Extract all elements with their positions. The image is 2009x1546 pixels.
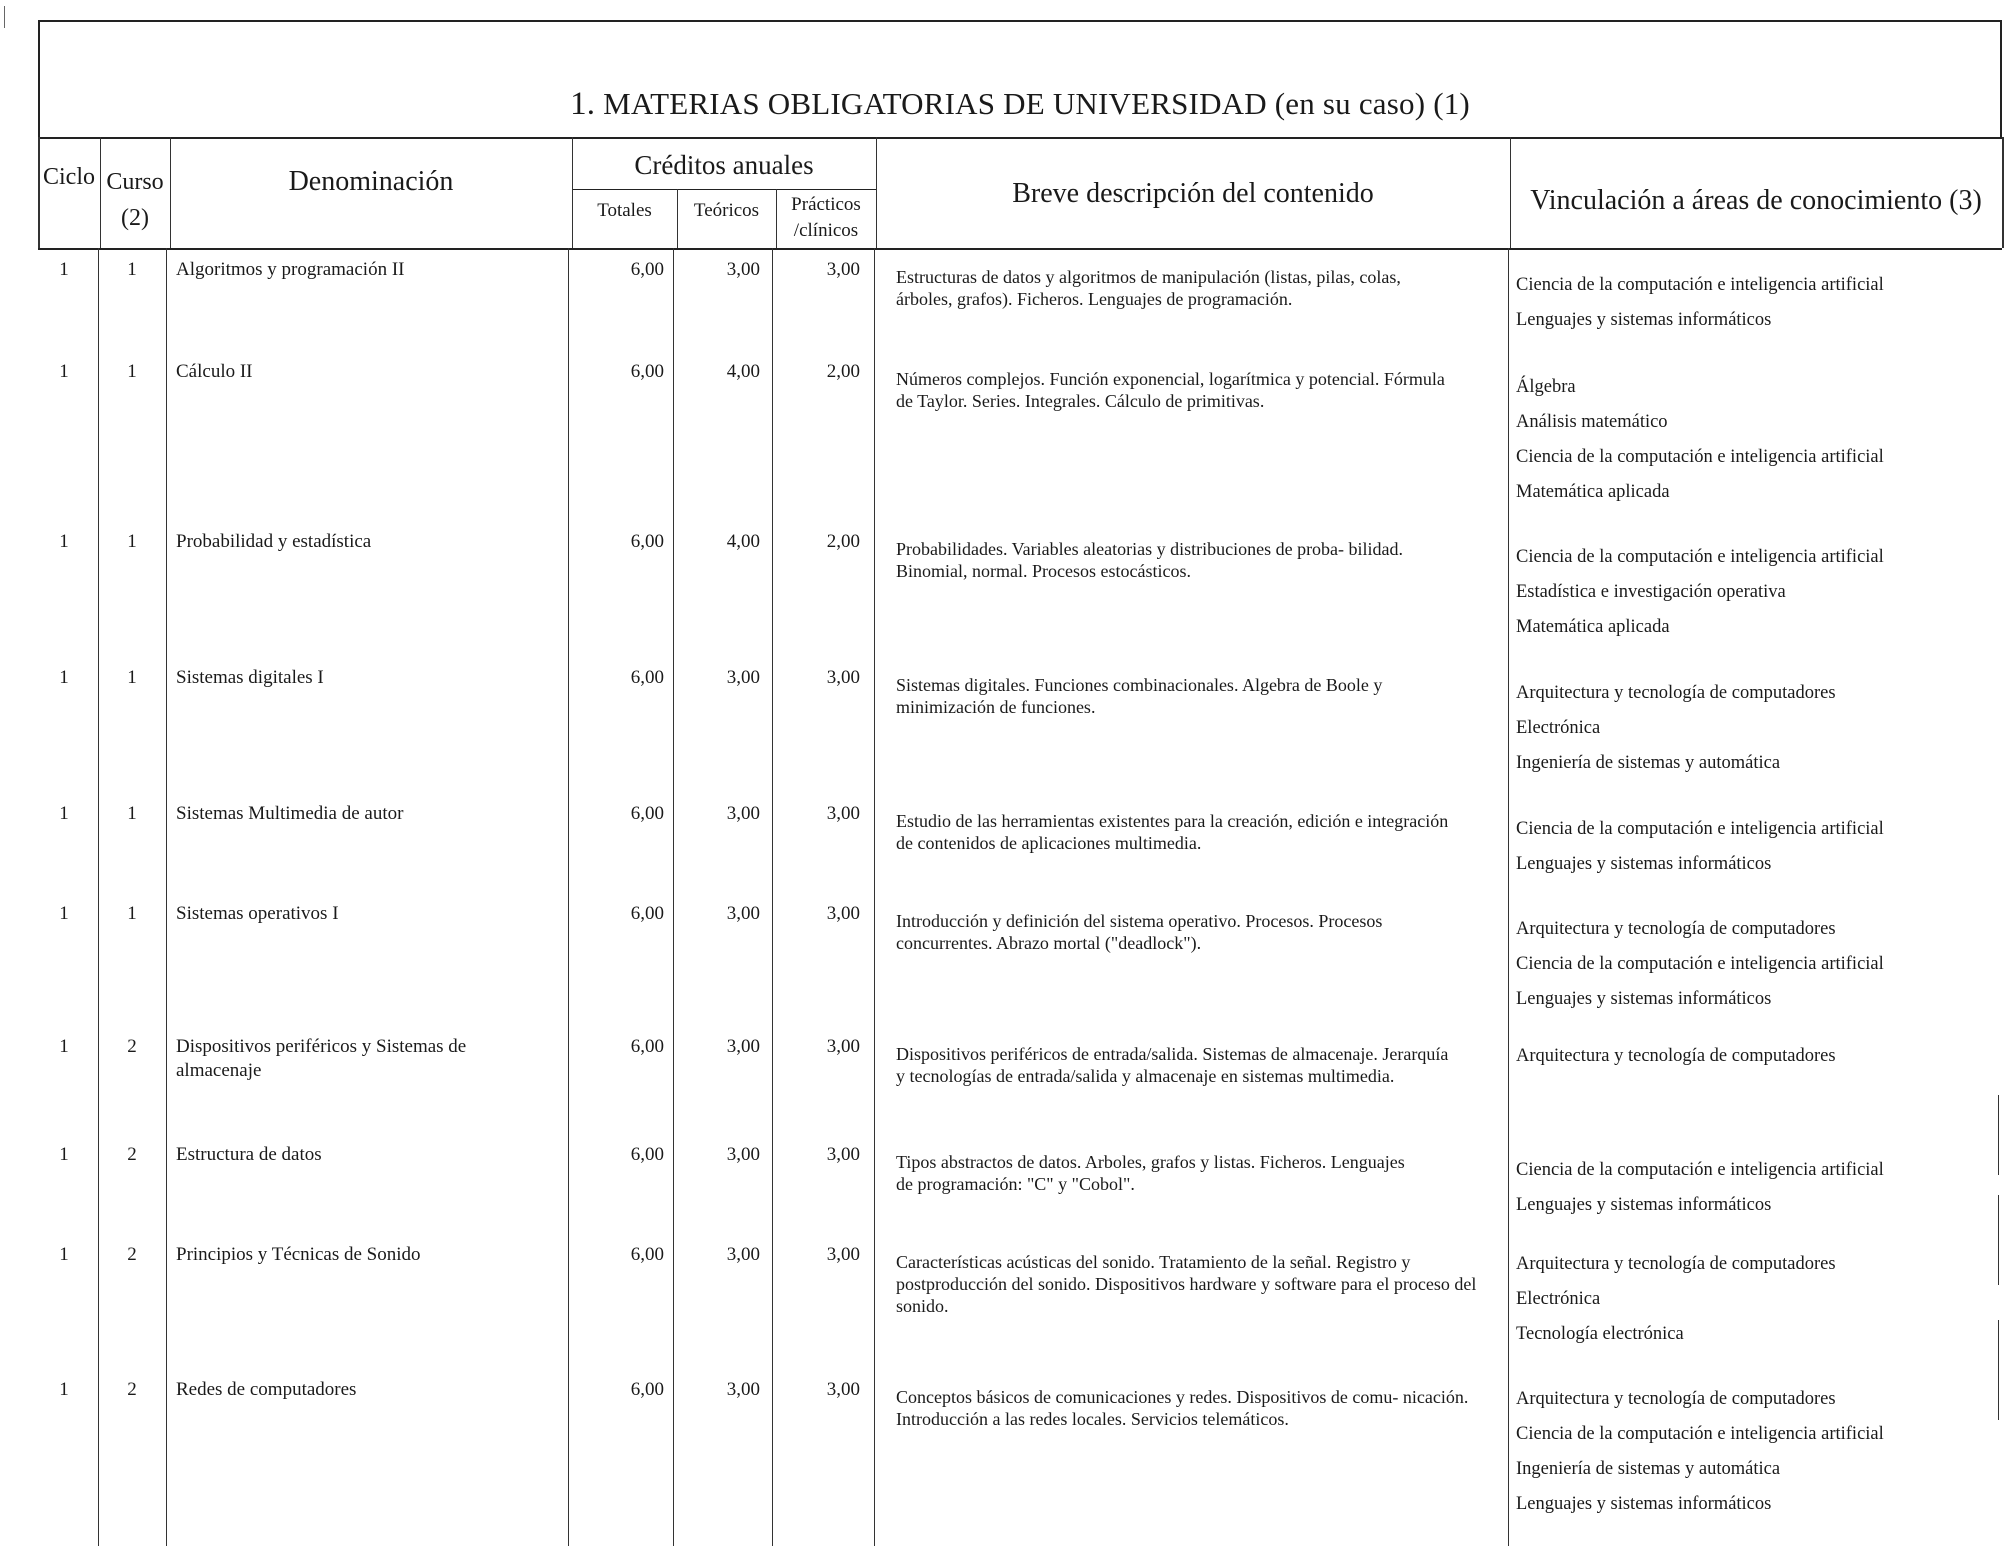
- cell-descripcion: Características acústicas del sonido. Tratamiento de la señal. Registro y postproducción del sonido. Dispositivos hardware y software para el proceso del sonido.: [896, 1252, 1477, 1316]
- cell-denominacion: Sistemas digitales I: [176, 667, 324, 688]
- cell-curso: 2: [127, 1144, 137, 1165]
- cell-practicos: 3,00: [826, 1144, 860, 1165]
- cell-teoricos: 3,00: [726, 903, 760, 924]
- cell-denominacion: Algoritmos y programación II: [176, 259, 405, 280]
- area-item: Tecnología electrónica: [1516, 1324, 1684, 1344]
- cell-curso: 1: [127, 903, 137, 924]
- margin-mark: [4, 6, 5, 28]
- cell-totales: 6,00: [630, 1244, 664, 1265]
- cell-totales: 6,00: [630, 361, 664, 382]
- header-vinculacion: Vinculación a áreas de conocimiento (3): [1530, 185, 1982, 216]
- cell-denominacion: Redes de computadores: [176, 1379, 357, 1400]
- cell-totales: 6,00: [630, 531, 664, 552]
- cell-totales: 6,00: [630, 1379, 664, 1400]
- cell-ciclo: 1: [59, 667, 69, 688]
- cell-teoricos: 3,00: [726, 1144, 760, 1165]
- cell-totales: 6,00: [630, 903, 664, 924]
- cell-practicos: 2,00: [826, 361, 860, 382]
- header-curso: Curso (2): [106, 169, 164, 231]
- cell-areas: [1516, 540, 1986, 645]
- cell-descripcion: Introducción y definición del sistema operativo. Procesos. Procesos concurrentes. Abrazo mortal ("deadlock").: [896, 911, 1383, 953]
- cell-curso: 1: [127, 259, 137, 280]
- cell-areas: [1516, 812, 1986, 882]
- cell-ciclo: 1: [59, 531, 69, 552]
- cell-curso: 2: [127, 1379, 137, 1400]
- cell-descripcion: Tipos abstractos de datos. Arboles, grafos y listas. Ficheros. Lenguajes de programación: "C" y "Cobol".: [896, 1152, 1405, 1194]
- header-totales: Totales: [597, 200, 652, 221]
- cell-ciclo: 1: [59, 1379, 69, 1400]
- area-item: Arquitectura y tecnología de computadores: [1516, 683, 1836, 703]
- body-rule-descripcion: [874, 248, 875, 1546]
- area-item: Ciencia de la computación e inteligencia artificial: [1516, 1424, 1884, 1444]
- cell-denominacion: Sistemas Multimedia de autor: [176, 803, 404, 824]
- cell-curso: 1: [127, 803, 137, 824]
- cell-practicos: 3,00: [826, 259, 860, 280]
- body-rule-totales: [568, 248, 569, 1546]
- cell-denominacion: Principios y Técnicas de Sonido: [176, 1244, 421, 1265]
- cell-denominacion: Probabilidad y estadística: [176, 531, 372, 552]
- cell-ciclo: 1: [59, 1036, 69, 1057]
- area-item: Ciencia de la computación e inteligencia artificial: [1516, 447, 1884, 467]
- area-item: Arquitectura y tecnología de computadores: [1516, 1254, 1836, 1274]
- cell-areas: [1516, 1247, 1986, 1352]
- cell-denominacion: Cálculo II: [176, 361, 253, 382]
- area-item: Lenguajes y sistemas informáticos: [1516, 1195, 1772, 1215]
- cell-ciclo: 1: [59, 903, 69, 924]
- header-bottom-rule: [38, 248, 2002, 250]
- body-rule-curso: [98, 248, 99, 1546]
- cell-ciclo: 1: [59, 1144, 69, 1165]
- cell-teoricos: 3,00: [726, 259, 760, 280]
- cell-areas: [1516, 1153, 1986, 1223]
- body-rule-denominacion: [166, 248, 167, 1546]
- area-item: Lenguajes y sistemas informáticos: [1516, 989, 1772, 1009]
- cell-denominacion: Dispositivos periféricos y Sistemas de almacenaje: [176, 1036, 467, 1081]
- header-ciclo: Ciclo: [43, 164, 95, 190]
- cell-areas: [1516, 912, 1986, 1017]
- cell-practicos: 3,00: [826, 903, 860, 924]
- cell-areas: [1516, 676, 1986, 781]
- cell-descripcion: Estructuras de datos y algoritmos de manipulación (listas, pilas, colas, árboles, grafos). Ficheros. Lenguajes de programación.: [896, 267, 1401, 309]
- header-practicos: Prácticos /clínicos: [791, 194, 861, 241]
- cell-denominacion: Estructura de datos: [176, 1144, 322, 1165]
- cell-totales: 6,00: [630, 803, 664, 824]
- cell-practicos: 3,00: [826, 1379, 860, 1400]
- header-denominacion: Denominación: [288, 166, 454, 197]
- area-item: Matemática aplicada: [1516, 482, 1670, 502]
- body-rule-right-fragment: [1998, 1320, 1999, 1420]
- area-item: Ciencia de la computación e inteligencia artificial: [1516, 1160, 1884, 1180]
- body-rule-right-fragment: [1998, 1195, 1999, 1285]
- cell-totales: 6,00: [630, 667, 664, 688]
- cell-practicos: 3,00: [826, 1244, 860, 1265]
- area-item: Arquitectura y tecnología de computadores: [1516, 1389, 1836, 1409]
- cell-practicos: 3,00: [826, 803, 860, 824]
- title-box: [38, 20, 2002, 138]
- area-item: Electrónica: [1516, 1289, 1601, 1309]
- page-title: [40, 86, 2000, 123]
- cell-ciclo: 1: [59, 803, 69, 824]
- cell-areas: [1516, 370, 1986, 510]
- header-teoricos: Teóricos: [693, 200, 760, 221]
- area-item: Ingeniería de sistemas y automática: [1516, 753, 1781, 773]
- cell-teoricos: 3,00: [726, 1244, 760, 1265]
- area-item: Arquitectura y tecnología de computadores: [1516, 919, 1836, 939]
- area-item: Ciencia de la computación e inteligencia artificial: [1516, 819, 1884, 839]
- cell-areas: [1516, 1039, 1986, 1074]
- cell-denominacion: Sistemas operativos I: [176, 903, 339, 924]
- col-rule-left: [38, 137, 40, 248]
- cell-practicos: 3,00: [826, 1036, 860, 1057]
- body-rule-teoricos: [673, 248, 674, 1546]
- title-number: 1.: [570, 86, 596, 122]
- cell-areas: [1516, 1382, 1986, 1522]
- body-rule-right-fragment: [1998, 1095, 1999, 1175]
- cell-areas: [1516, 268, 1986, 338]
- cell-descripcion: Números complejos. Función exponencial, logarítmica y potencial. Fórmula de Taylor. Series. Integrales. Cálculo de primitivas.: [896, 369, 1445, 411]
- area-item: Lenguajes y sistemas informáticos: [1516, 1494, 1772, 1514]
- area-item: Ciencia de la computación e inteligencia artificial: [1516, 275, 1884, 295]
- creditos-subheader-rule: [572, 189, 876, 190]
- cell-teoricos: 4,00: [726, 531, 760, 552]
- cell-teoricos: 4,00: [726, 361, 760, 382]
- cell-totales: 6,00: [630, 1144, 664, 1165]
- header-descripcion: Breve descripción del contenido: [1012, 178, 1374, 209]
- cell-ciclo: 1: [59, 1244, 69, 1265]
- cell-descripcion: Dispositivos periféricos de entrada/salida. Sistemas de almacenaje. Jerarquía y tecnologías de entrada/salida y almacenaje en sistemas multimedia.: [896, 1044, 1449, 1086]
- cell-ciclo: 1: [59, 259, 69, 280]
- cell-curso: 2: [127, 1036, 137, 1057]
- cell-practicos: 3,00: [826, 667, 860, 688]
- cell-curso: 2: [127, 1244, 137, 1265]
- cell-teoricos: 3,00: [726, 667, 760, 688]
- cell-descripcion: Estudio de las herramientas existentes para la creación, edición e integración de contenidos de aplicaciones multimedia.: [896, 811, 1449, 853]
- cell-descripcion: Sistemas digitales. Funciones combinacionales. Algebra de Boole y minimización de funciones.: [896, 675, 1383, 717]
- cell-curso: 1: [127, 667, 137, 688]
- cell-curso: 1: [127, 361, 137, 382]
- area-item: Álgebra: [1516, 377, 1576, 397]
- area-item: Matemática aplicada: [1516, 617, 1670, 637]
- area-item: Estadística e investigación operativa: [1516, 582, 1786, 602]
- cell-ciclo: 1: [59, 361, 69, 382]
- area-item: Lenguajes y sistemas informáticos: [1516, 854, 1772, 874]
- body-rule-practicos: [772, 248, 773, 1546]
- col-rule-right: [2002, 137, 2004, 248]
- cell-curso: 1: [127, 531, 137, 552]
- title-text: MATERIAS OBLIGATORIAS DE UNIVERSIDAD (en su caso) (1): [603, 86, 1470, 121]
- header-creditos-anuales: Créditos anuales: [634, 150, 814, 180]
- area-item: Ciencia de la computación e inteligencia artificial: [1516, 954, 1884, 974]
- area-item: Electrónica: [1516, 718, 1601, 738]
- area-item: Arquitectura y tecnología de computadores: [1516, 1046, 1836, 1066]
- cell-teoricos: 3,00: [726, 1036, 760, 1057]
- area-item: Análisis matemático: [1516, 412, 1668, 432]
- area-item: Ingeniería de sistemas y automática: [1516, 1459, 1781, 1479]
- cell-teoricos: 3,00: [726, 1379, 760, 1400]
- cell-totales: 6,00: [630, 259, 664, 280]
- area-item: Ciencia de la computación e inteligencia artificial: [1516, 547, 1884, 567]
- cell-descripcion: Probabilidades. Variables aleatorias y distribuciones de proba- bilidad. Binomial, normal. Procesos estocásticos.: [896, 539, 1404, 581]
- header-top-rule: [38, 137, 2002, 139]
- area-item: Lenguajes y sistemas informáticos: [1516, 310, 1772, 330]
- cell-descripcion: Conceptos básicos de comunicaciones y redes. Dispositivos de comu- nicación. Introducción a las redes locales. Servicios telemáticos.: [896, 1387, 1469, 1429]
- cell-practicos: 2,00: [826, 531, 860, 552]
- cell-totales: 6,00: [630, 1036, 664, 1057]
- cell-teoricos: 3,00: [726, 803, 760, 824]
- body-rule-vinculacion: [1508, 248, 1509, 1546]
